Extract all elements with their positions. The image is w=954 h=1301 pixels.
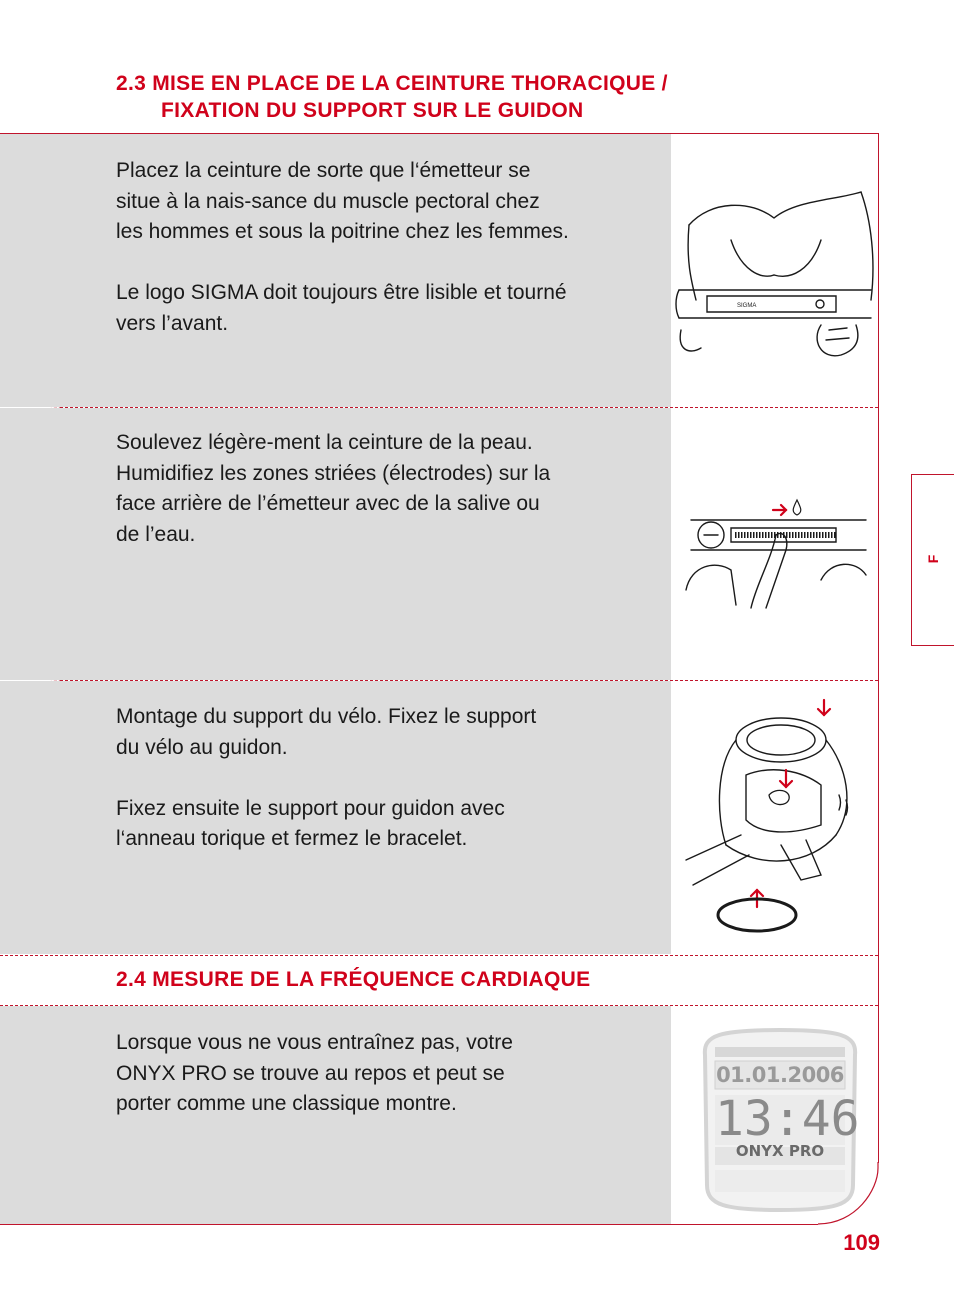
- section-heading-line1: 2.3 MISE EN PLACE DE LA CEINTURE THORACIQUE /: [116, 72, 668, 95]
- section-heading-line2: FIXATION DU SUPPORT SUR LE GUIDON: [161, 99, 584, 122]
- section-heading-2-4: 2.4 MESURE DE LA FRÉQUENCE CARDIAQUE: [116, 968, 591, 991]
- instruction-text-2: Soulevez légère-ment la ceinture de la peau. Humidifiez les zones striées (électrodes) sur la face arrière de l’émetteur avec de la salive ou de l’eau.: [116, 431, 551, 546]
- frame-bottom-line: [0, 1224, 818, 1225]
- separator-3: [0, 955, 878, 956]
- language-tab: [911, 474, 954, 646]
- watch-time: 13:46: [715, 1091, 860, 1147]
- language-tab-label: F: [925, 554, 941, 564]
- watch-model: ONYX PRO: [735, 1142, 825, 1160]
- electrode-moisten-illustration: [671, 490, 878, 610]
- svg-text:SIGMA: SIGMA: [737, 303, 757, 309]
- chest-belt-illustration: [671, 180, 878, 380]
- instruction-text-4: Lorsque vous ne vous entraînez pas, votre ONYX PRO se trouve au repos et peut se porter comme une classique montre.: [116, 1031, 513, 1115]
- instruction-text-1: Placez la ceinture de sorte que l‘émetteur se situe à la nais-sance du muscle pectoral chez les hommes et sous la poitrine chez les femmes. Le logo SIGMA doit toujours être lisible et tourné vers l’avant.: [116, 159, 569, 335]
- frame-right-line: [878, 133, 879, 1163]
- watch-date: 01.01.2006: [716, 1063, 844, 1087]
- frame-bottom-corner: [816, 1160, 880, 1226]
- handlebar-mount-illustration: [671, 695, 878, 940]
- instruction-text-3: Montage du support du vélo. Fixez le support du vélo au guidon. Fixez ensuite le support pour guidon avec l‘anneau torique et fermez le bracelet.: [116, 705, 537, 850]
- section-heading-2-3: [116, 70, 668, 124]
- page-number: 109: [843, 1230, 880, 1255]
